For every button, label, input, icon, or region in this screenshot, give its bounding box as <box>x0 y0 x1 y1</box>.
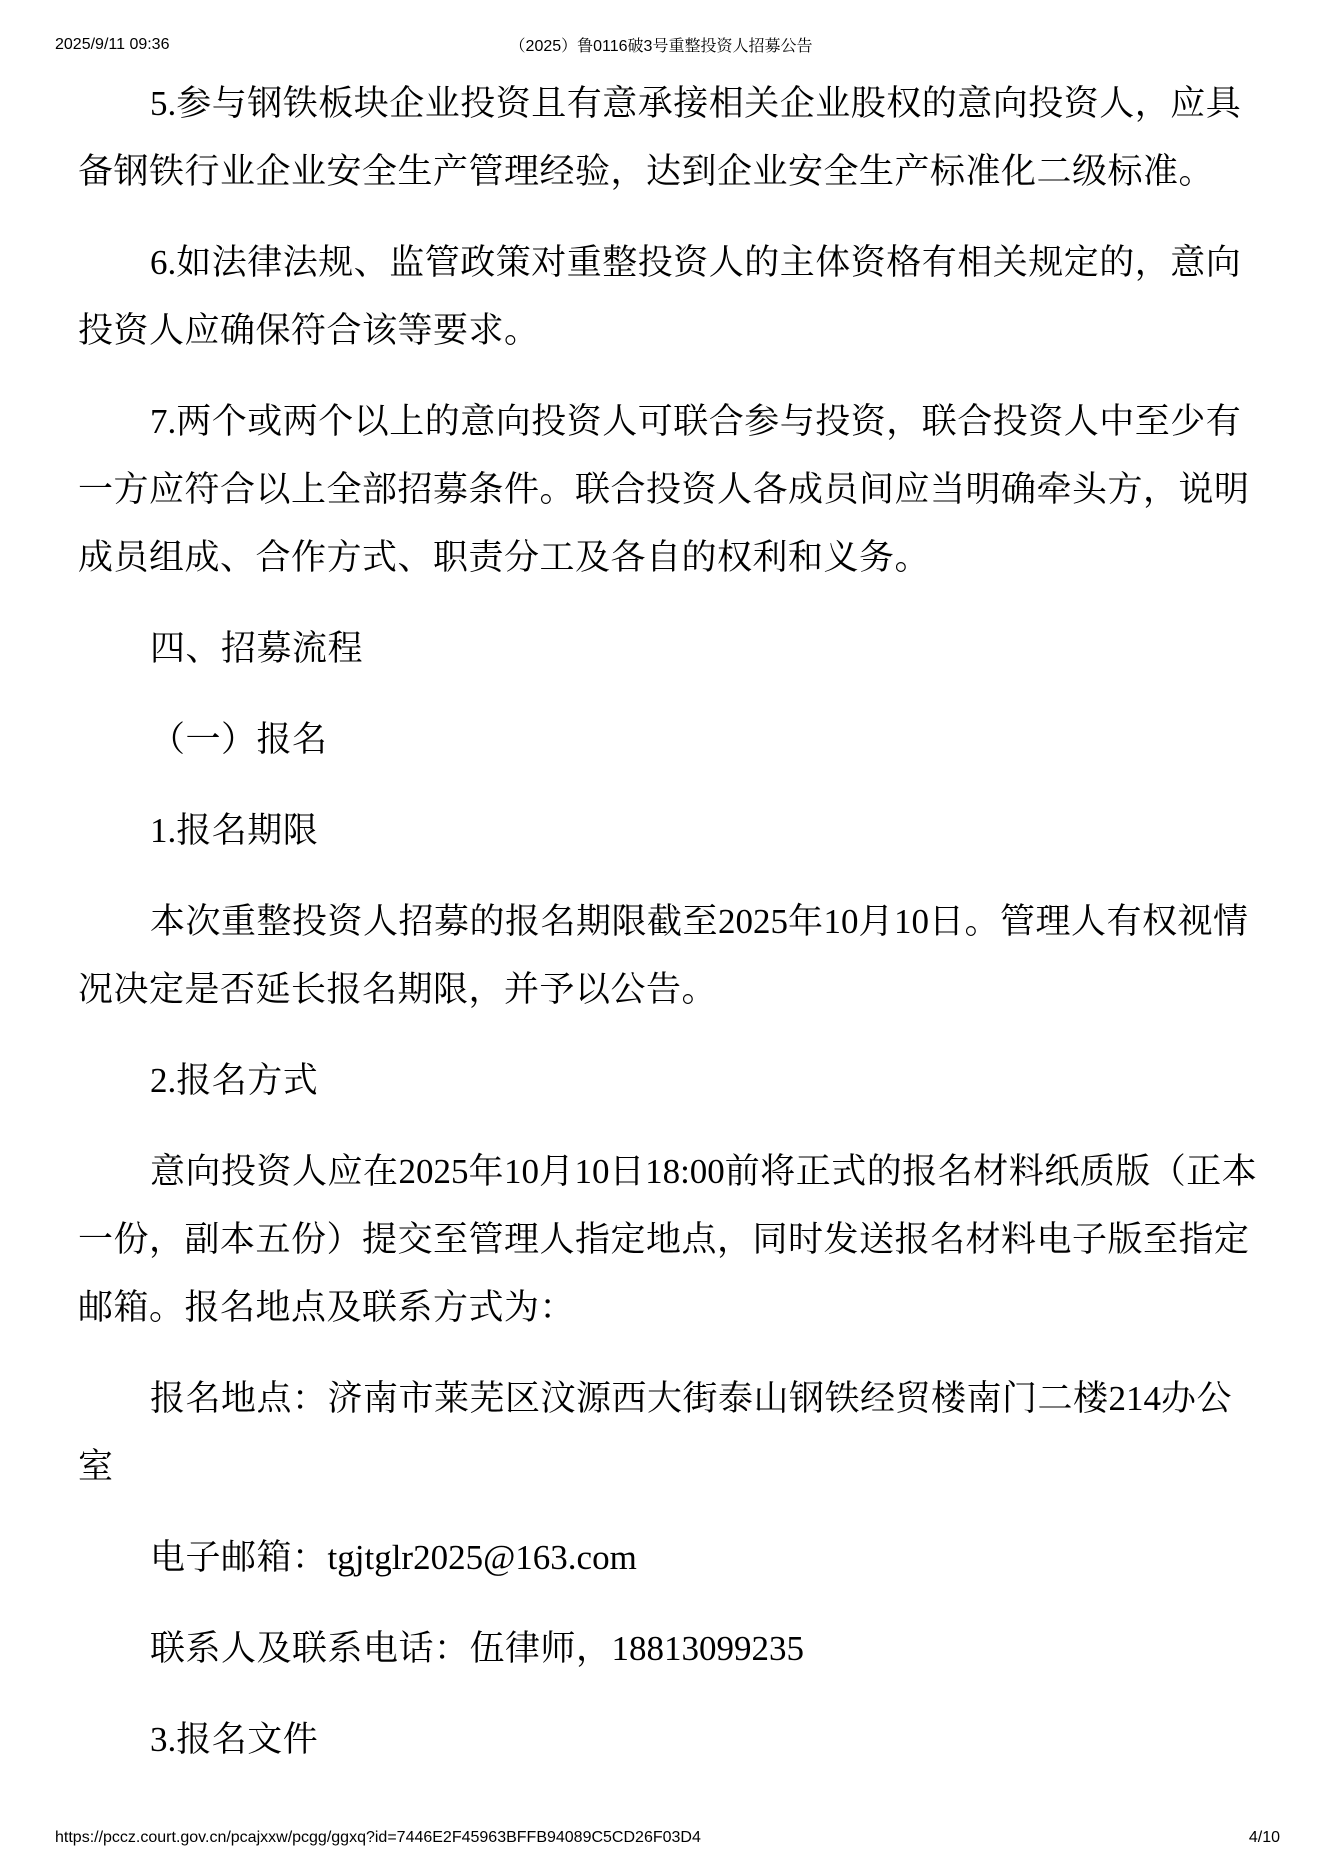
print-source-url: https://pccz.court.gov.cn/pcajxxw/pcgg/ggxq?id=7446E2F45963BFFB94089C5CD26F03D4 <box>55 1829 701 1846</box>
document-body <box>78 70 1258 1774</box>
paragraph-registration-method: 意向投资人应在2025年10月10日18:00前将正式的报名材料纸质版（正本一份，副本五份）提交至管理人指定地点，同时发送报名材料电子版至指定邮箱。报名地点及联系方式为： <box>78 1152 1258 1328</box>
paragraph-contact: 联系人及联系电话：伍律师，18813099235 <box>150 1629 805 1669</box>
subsection-heading-registration: （一）报名 <box>150 720 328 760</box>
contact-phone: 18813099235 <box>611 1629 805 1668</box>
heading-registration-period: 1.报名期限 <box>150 811 319 851</box>
section-heading-recruitment-process: 四、招募流程 <box>150 629 364 669</box>
heading-registration-method: 2.报名方式 <box>150 1061 319 1101</box>
paragraph-registration-deadline: 本次重整投资人招募的报名期限截至2025年10月10日。管理人有权视情况决定是否延长报名期限，并予以公告。 <box>78 902 1249 1010</box>
paragraph-item-5: 5.参与钢铁板块企业投资且有意承接相关企业股权的意向投资人，应具备钢铁行业企业安全生产管理经验，达到企业安全生产标准化二级标准。 <box>78 84 1242 192</box>
paragraph-email: 电子邮箱：tgjtglr2025@163.com <box>150 1538 637 1578</box>
paragraph-item-7: 7.两个或两个以上的意向投资人可联合参与投资，联合投资人中至少有一方应符合以上全部招募条件。联合投资人各成员间应当明确牵头方，说明成员组成、合作方式、职责分工及各自的权利和义务。 <box>78 402 1250 578</box>
print-datetime: 2025/9/11 09:36 <box>55 36 170 53</box>
print-page-number: 4/10 <box>1248 1829 1280 1846</box>
print-page-title: （2025）鲁0116破3号重整投资人招募公告 <box>509 38 813 55</box>
email-address: tgjtglr2025@163.com <box>327 1538 637 1577</box>
paragraph-registration-location: 报名地点：济南市莱芜区汶源西大街泰山钢铁经贸楼南门二楼214办公室 <box>78 1379 1233 1487</box>
heading-registration-documents: 3.报名文件 <box>150 1720 319 1760</box>
paragraph-item-6: 6.如法律法规、监管政策对重整投资人的主体资格有相关规定的，意向投资人应确保符合该等要求。 <box>78 243 1242 351</box>
